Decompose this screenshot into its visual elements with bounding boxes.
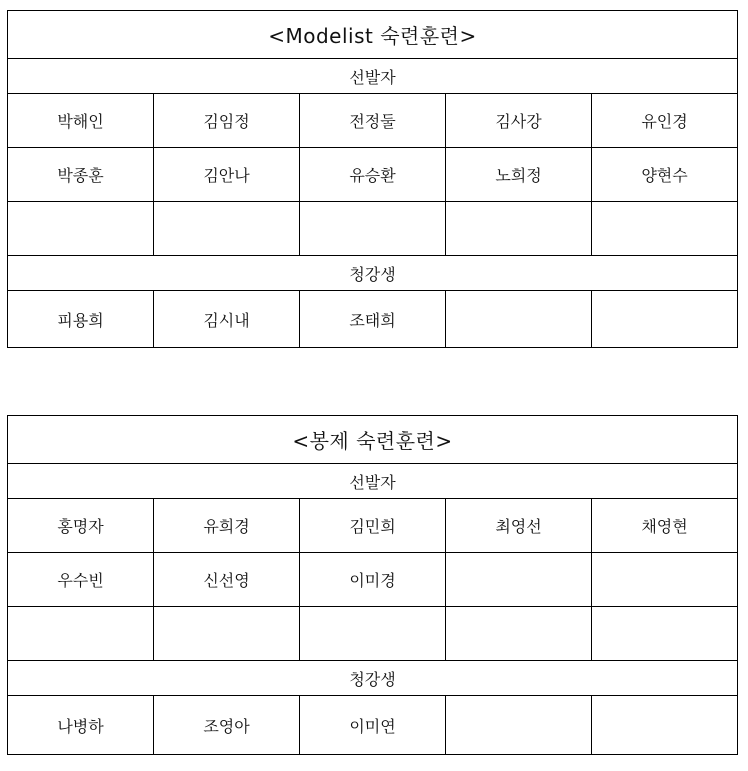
name-cell: 유승환 [300,148,446,202]
name-cell: 김임정 [154,94,300,148]
name-cell: 노희정 [446,148,592,202]
name-cell [8,607,154,661]
name-cell [300,607,446,661]
name-cell: 김시내 [154,291,300,348]
name-cell: 이미연 [300,696,446,755]
table-row [8,607,738,661]
name-cell: 이미경 [300,553,446,607]
table-row [8,202,738,256]
sewing-training-table [7,415,738,755]
name-cell: 조영아 [154,696,300,755]
name-cell [446,553,592,607]
name-cell [446,696,592,755]
name-cell: 박종훈 [8,148,154,202]
name-cell: 피용희 [8,291,154,348]
table-row [8,148,738,202]
name-cell [592,291,738,348]
table-row [8,499,738,553]
name-cell [154,607,300,661]
table-title: <Modelist 숙련훈련> [8,11,738,59]
name-cell: 홍명자 [8,499,154,553]
name-cell: 박해인 [8,94,154,148]
table-row [8,553,738,607]
name-cell [592,696,738,755]
name-cell: 신선영 [154,553,300,607]
name-cell: 양현수 [592,148,738,202]
name-cell: 최영선 [446,499,592,553]
name-cell [592,607,738,661]
name-cell: 김민희 [300,499,446,553]
name-cell [154,202,300,256]
name-cell [300,202,446,256]
section-header-auditors: 청강생 [8,256,738,291]
name-cell: 김안나 [154,148,300,202]
section-header-selected: 선발자 [8,464,738,499]
name-cell: 유희경 [154,499,300,553]
name-cell [446,202,592,256]
name-cell: 전정둘 [300,94,446,148]
name-cell: 김사강 [446,94,592,148]
section-header-auditors: 청강생 [8,661,738,696]
name-cell [446,291,592,348]
section-header-selected: 선발자 [8,59,738,94]
name-cell [592,202,738,256]
name-cell: 채영현 [592,499,738,553]
name-cell: 유인경 [592,94,738,148]
table-row [8,291,738,348]
name-cell [8,202,154,256]
modelist-training-table [7,10,738,348]
name-cell: 우수빈 [8,553,154,607]
table-title: <봉제 숙련훈련> [8,416,738,464]
table-row [8,696,738,755]
name-cell: 나병하 [8,696,154,755]
name-cell [592,553,738,607]
name-cell: 조태희 [300,291,446,348]
name-cell [446,607,592,661]
table-row [8,94,738,148]
